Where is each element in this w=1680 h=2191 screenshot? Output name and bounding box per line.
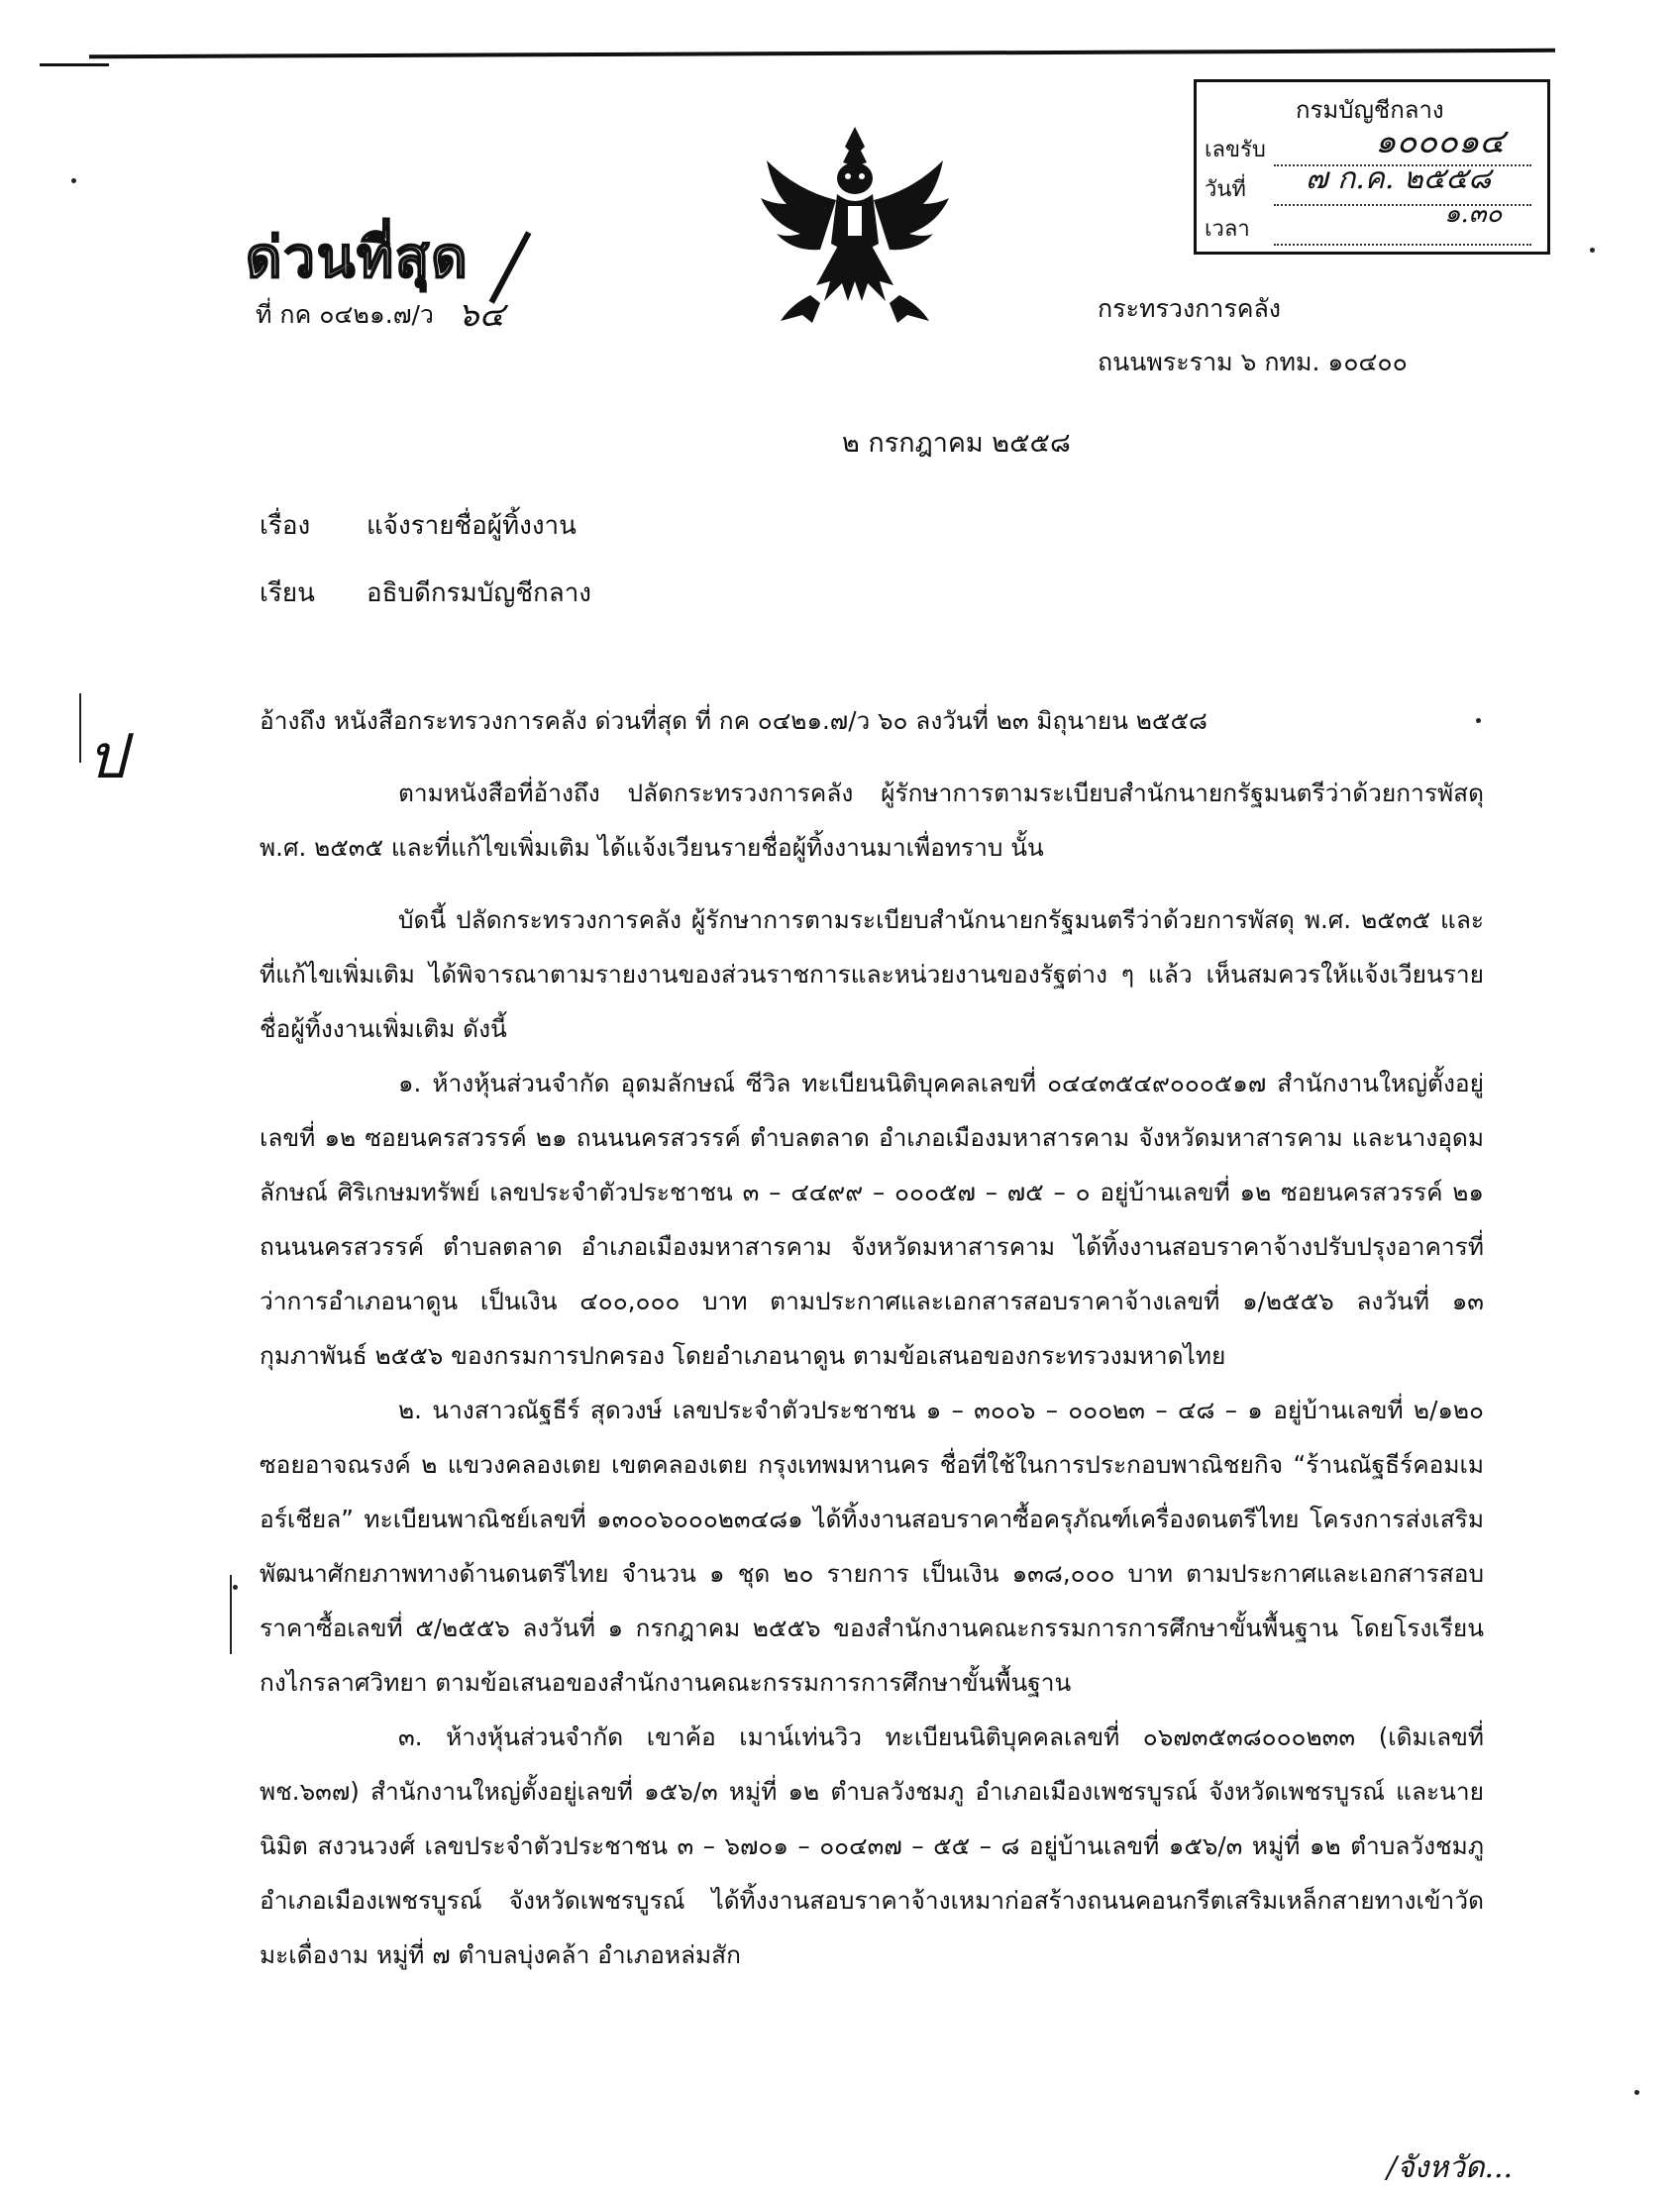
recipient-label: เรียน xyxy=(260,578,315,608)
stamp-date-value: ๗ ก.ค. ๒๕๕๘ xyxy=(1306,161,1492,196)
scan-speck xyxy=(1590,248,1595,253)
scan-border-mark xyxy=(40,63,109,66)
stamp-time-value: ๑.๓๐ xyxy=(1444,199,1503,229)
reference-line: อ้างถึง หนังสือกระทรวงการคลัง ด่วนที่สุด ที่ กค ๐๔๒๑.๗/ว ๖๐ ลงวันที่ ๒๓ มิถุนายน ๒๕๕๘ xyxy=(260,706,1208,735)
letter-body xyxy=(260,693,1484,1982)
receipt-stamp xyxy=(1194,79,1550,255)
paragraph-2: บัดนี้ ปลัดกระทรวงการคลัง ผู้รักษาการตามระเบียบสำนักนายกรัฐมนตรีว่าด้วยการพัสดุ พ.ศ. ๒๕๓๕ และที่แก้ไขเพิ่มเติม ได้พิจารณาตามรายงานของส่วนราชการและหน่วยงานของรัฐต่าง ๆ แล้ว เห็นสมควรให้แจ้งเวียนรายชื่อผู้ทิ้งงานเพิ่มเติม ดังนี้ xyxy=(260,905,1484,1043)
scan-border-top xyxy=(89,49,1555,58)
stamp-receipt-label: เลขรับ xyxy=(1205,138,1266,162)
scan-speck xyxy=(71,178,76,183)
item-2: ๒. นางสาวณัฐธีร์ สุดวงษ์ เลขประจำตัวประชาชน ๑ – ๓๐๐๖ – ๐๐๐๒๓ – ๔๘ – ๑ อยู่บ้านเลขที่ ๒/๑๒๐ ซอยอาจณรงค์ ๒ แขวงคลองเตย เขตคลองเตย กรุงเทพมหานคร ชื่อที่ใช้ในการประกอบพาณิชยกิจ “ร้านณัฐธีร์คอมเมอร์เชียล” ทะเบียนพาณิชย์เลขที่ ๑๓๐๐๖๐๐๐๒๓๔๘๑ ได้ทิ้งงานสอบราคาซื้อครุภัณฑ์เครื่องดนตรีไทย โครงการส่งเสริมพัฒนาศักยภาพทางด้านดนตรีไทย จำนวน ๑ ชุด ๒๐ รายการ เป็นเงิน ๑๓๘,๐๐๐ บาท ตามประกาศและเอกสารสอบราคาซื้อเลขที่ ๕/๒๕๕๖ ลงวันที่ ๑ กรกฎาคม ๒๕๕๖ ของสำนักงานคณะกรรมการการศึกษาขั้นพื้นฐาน โดยโรงเรียนกงไกรลาศวิทยา ตามข้อเสนอของสำนักงานคณะกรรมการการศึกษาขั้นพื้นฐาน xyxy=(260,1396,1484,1697)
subject-text: แจ้งรายชื่อผู้ทิ้งงาน xyxy=(367,511,577,541)
stamp-time-label: เวลา xyxy=(1205,217,1250,242)
scan-speck xyxy=(1476,718,1481,723)
stamp-org: กรมบัญชีกลาง xyxy=(1296,96,1444,124)
item-1: ๑. ห้างหุ้นส่วนจำกัด อุดมลักษณ์ ซีวิล ทะเบียนนิติบุคคลเลขที่ ๐๔๔๓๕๔๙๐๐๐๕๑๗ สำนักงานใหญ่ตั้งอยู่เลขที่ ๑๒ ซอยนครสวรรค์ ๒๑ ถนนนครสวรรค์ ตำบลตลาด อำเภอเมืองมหาสารคาม จังหวัดมหาสารคาม และนางอุดมลักษณ์ ศิริเกษมทรัพย์ เลขประจำตัวประชาชน ๓ – ๔๔๙๙ – ๐๐๐๕๗ – ๗๕ – ๐ อยู่บ้านเลขที่ ๑๒ ซอยนครสวรรค์ ๒๑ ถนนนครสวรรค์ ตำบลตลาด อำเภอเมืองมหาสารคาม จังหวัดมหาสารคาม ได้ทิ้งงานสอบราคาจ้างปรับปรุงอาคารที่ว่าการอำเภอนาดูน เป็นเงิน ๔๐๐,๐๐๐ บาท ตามประกาศและเอกสารสอบราคาจ้างเลขที่ ๑/๒๕๕๖ ลงวันที่ ๑๓ กุมภาพันธ์ ๒๕๕๖ ของกรมการปกครอง โดยอำเภอนาดูน ตามข้อเสนอของกระทรวงมหาดไทย xyxy=(260,1069,1484,1370)
urgency-stamp: ด่วนที่สุด xyxy=(246,226,470,290)
margin-handwritten-mark: ป xyxy=(87,720,127,792)
document-number: ที่ กค ๐๔๒๑.๗/ว xyxy=(256,300,434,329)
stamp-date-label: วันที่ xyxy=(1205,177,1246,202)
stamp-receipt-value: ๑๐๐๐๑๔ xyxy=(1375,122,1506,161)
ministry-name: กระทรวงการคลัง xyxy=(1098,294,1281,323)
scan-speck xyxy=(233,1585,238,1590)
paragraph-1: ตามหนังสือที่อ้างถึง ปลัดกระทรวงการคลัง ผู้รักษาการตามระเบียบสำนักนายกรัฐมนตรีว่าด้วยการพัสดุ พ.ศ. ๒๕๓๕ และที่แก้ไขเพิ่มเติม ได้แจ้งเวียนรายชื่อผู้ทิ้งงานมาเพื่อทราบ นั้น xyxy=(260,779,1484,862)
ministry-address: ถนนพระราม ๖ กทม. ๑๐๔๐๐ xyxy=(1098,348,1408,376)
scan-artifact-line xyxy=(230,1575,232,1654)
recipient-text: อธิบดีกรมบัญชีกลาง xyxy=(367,578,591,608)
document-number-handwritten: ๖๔ xyxy=(458,295,505,335)
scan-speck xyxy=(1634,2090,1639,2095)
scan-artifact-line xyxy=(79,693,81,763)
subject-label: เรื่อง xyxy=(260,511,311,541)
item-3: ๓. ห้างหุ้นส่วนจำกัด เขาค้อ เมาน์เท่นวิว ทะเบียนนิติบุคคลเลขที่ ๐๖๗๓๕๓๘๐๐๐๒๓๓ (เดิมเลขที่ พช.๖๓๗) สำนักงานใหญ่ตั้งอยู่เลขที่ ๑๕๖/๓ หมู่ที่ ๑๒ ตำบลวังชมภู อำเภอเมืองเพชรบูรณ์ จังหวัดเพชรบูรณ์ และนายนิมิต สงวนวงศ์ เลขประจำตัวประชาชน ๓ – ๖๗๐๑ – ๐๐๔๓๗ – ๕๕ – ๘ อยู่บ้านเลขที่ ๑๕๖/๓ หมู่ที่ ๑๒ ตำบลวังชมภู อำเภอเมืองเพชรบูรณ์ จังหวัดเพชรบูรณ์ ได้ทิ้งงานสอบราคาจ้างเหมาก่อสร้างถนนคอนกรีตเสริมเหล็กสายทางเข้าวัดมะเดื่องาม หมู่ที่ ๗ ตำบลบุ่งคล้า อำเภอหล่มสัก xyxy=(260,1722,1484,1969)
continuation-marker: /จังหวัด... xyxy=(1387,2150,1514,2185)
letter-date: ๒ กรกฎาคม ๒๕๕๘ xyxy=(842,428,1071,459)
garuda-emblem-icon xyxy=(751,117,959,325)
